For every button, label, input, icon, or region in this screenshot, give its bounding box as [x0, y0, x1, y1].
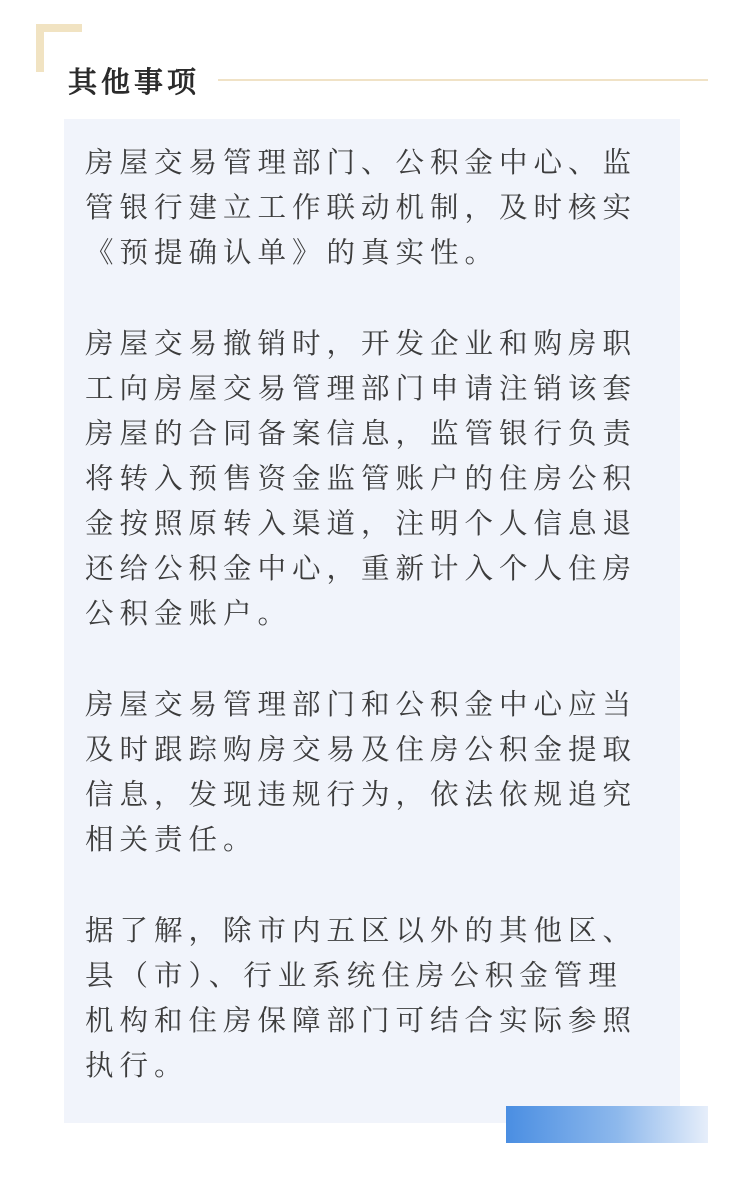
section-title: 其他事项: [68, 64, 201, 99]
title-divider: [218, 79, 708, 81]
paragraph-line: 县（市）、行业系统住房公积金管理: [85, 959, 623, 992]
paragraph-line: 金按照原转入渠道，注明个人信息退: [85, 507, 638, 540]
paragraph-line: 《预提确认单》的真实性。: [85, 236, 500, 269]
gradient-bar-decoration: [506, 1106, 708, 1143]
paragraph-line: 管银行建立工作联动机制，及时核实: [85, 191, 638, 224]
section-header: [68, 58, 200, 102]
paragraph-line: 机构和住房保障部门可结合实际参照: [85, 1004, 638, 1037]
paragraph-line: 相关责任。: [85, 823, 258, 856]
paragraph-line: 信息，发现违规行为，依法依规追究: [85, 778, 638, 811]
paragraph-line: 房屋交易管理部门和公积金中心应当: [85, 688, 638, 721]
paragraph-line: 房屋的合同备案信息，监管银行负责: [85, 417, 638, 450]
paragraph-line: 及时跟踪购房交易及住房公积金提取: [85, 733, 638, 766]
paragraph-2: [85, 321, 665, 636]
article-body: [85, 140, 665, 1134]
paragraph-3: [85, 682, 665, 862]
paragraph-line: 据了解，除市内五区以外的其他区、: [85, 914, 638, 947]
paragraph-line: 将转入预售资金监管账户的住房公积: [85, 462, 638, 495]
paragraph-line: 执行。: [85, 1049, 189, 1082]
paragraph-line: 还给公积金中心，重新计入个人住房: [85, 552, 638, 585]
paragraph-4: [85, 908, 665, 1088]
paragraph-1: [85, 140, 665, 275]
paragraph-line: 公积金账户。: [85, 597, 293, 630]
paragraph-line: 工向房屋交易管理部门申请注销该套: [85, 372, 638, 405]
paragraph-line: 房屋交易撤销时，开发企业和购房职: [85, 327, 638, 360]
paragraph-line: 房屋交易管理部门、公积金中心、监: [85, 146, 638, 179]
